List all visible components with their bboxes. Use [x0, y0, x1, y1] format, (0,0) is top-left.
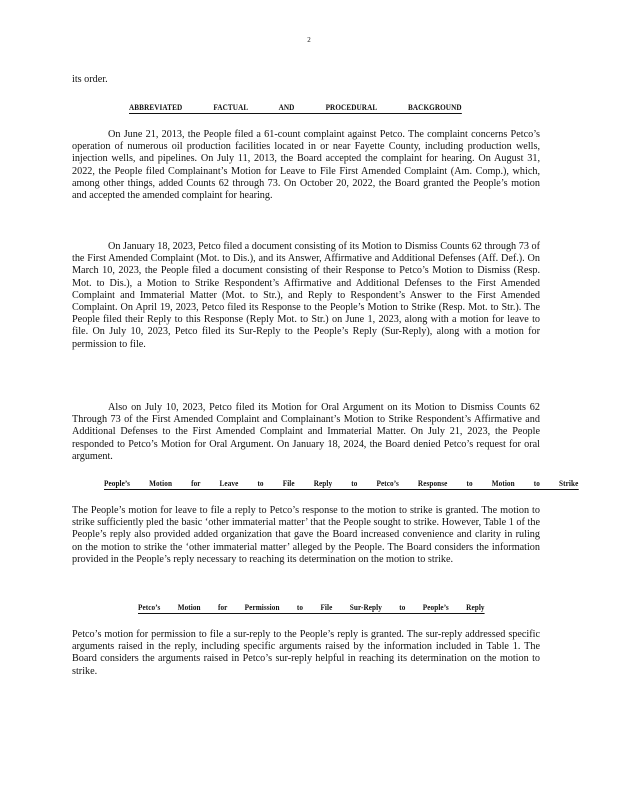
- paragraph-surreply-1: Petco’s motion for permission to file a sur-reply to the People’s reply is granted. The sur-reply addressed specific arguments raised in the reply, including specific arguments raised by the information included in Table 1. The Board considers the arguments raised in Petco’s sur-reply helpful in reaching its determination on the motion to strike.: [72, 629, 540, 677]
- intro-line: its order.: [72, 74, 108, 85]
- section-heading-reply: People’s Motion for Leave to File Reply to Petco’s Response to Motion to Strike: [104, 479, 579, 488]
- paragraph-reply-1: The People’s motion for leave to file a reply to Petco’s response to the motion to strike is granted. The motion to strike sufficiently pled the basic ‘other immaterial matter’ that the People sought to strike. However, Table 1 of the People’s reply also provided added organization that gave the Board increased convenience and clarity in ruling on the motion to strike the ‘other immaterial matter’ alleged by the People. The Board considers the information provided in the People’s reply necessary to reaching its determination on the motion to strike.: [72, 505, 540, 565]
- paragraph-background-3: Also on July 10, 2023, Petco filed its Motion for Oral Argument on its Motion to Dismiss Counts 62 Through 73 of the First Amended Complaint and Complainant’s Motion to Strike Respondent’s Affirmative and Additional Defenses to the First Amended Complaint and Immaterial Matter. On July 21, 2023, the People responded to Petco’s Motion for Oral Argument. On January 18, 2024, the Board denied Petco’s request for oral argument.: [72, 402, 540, 462]
- page-number: 2: [307, 36, 311, 44]
- section-heading-surreply: Petco’s Motion for Permission to File Sur-Reply to People’s Reply: [138, 603, 485, 612]
- section-heading-background: ABBREVIATED FACTUAL AND PROCEDURAL BACKGROUND: [129, 103, 462, 112]
- paragraph-background-2: On January 18, 2023, Petco filed a document consisting of its Motion to Dismiss Counts 62 through 73 of the First Amended Complaint (Mot. to Dis.), and its Answer, Affirmative and Additional Defenses (Aff. Def.). On March 10, 2023, the People filed a document consisting of their Response to Petco’s Motion to Dismiss (Resp. Mot. to Dis.), a Motion to Strike Respondent’s Affirmative and Additional Defenses to the First Amended Complaint and Immaterial Matter (Mot. to Str.), and Reply to Respondent’s Answer to the First Amended Complaint. On April 19, 2023, Petco filed its Response to the People’s Motion to Strike (Resp. Mot. to Str.). The People filed their Reply to this Response (Reply Mot. to Str.) on June 1, 2023, along with a motion for leave to file. On July 10, 2023, Petco filed its Sur-Reply to the People’s Reply (Sur-Reply), along with a motion for permission to file.: [72, 241, 540, 350]
- paragraph-background-1: On June 21, 2013, the People filed a 61-count complaint against Petco. The complaint concerns Petco’s operation of numerous oil production facilities located in or near Fayette County, including production wells, injection wells, and pipelines. On July 11, 2013, the Board accepted the complaint for hearing. On August 31, 2022, the People filed Complainant’s Motion for Leave to File First Amended Complaint (Am. Comp.), which, among other things, added Counts 62 through 73. On October 20, 2022, the Board granted the People’s motion and accepted the amended complaint for hearing.: [72, 129, 540, 202]
